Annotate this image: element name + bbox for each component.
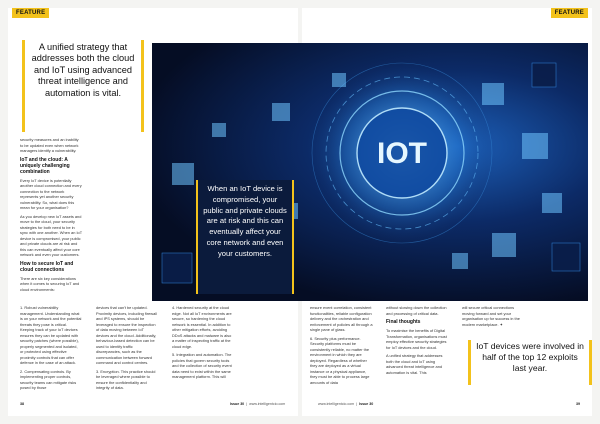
article-column-6: [386, 305, 450, 378]
footer-right: [576, 402, 580, 406]
page-number-right: 39: [576, 402, 580, 406]
article-column-1: [20, 137, 82, 295]
paragraph: 1. Robust vulnerability management. Understanding what is on your network and the potential threats they pose is critical. Keeping track of your IoT devices ensures they can be updated with security patches (where possible), properly segmented and isolated, or protected using effective proximity controls that can offer defence in the case of an attack.: [20, 305, 82, 365]
paragraph: will secure critical connections moving forward and set your organisation up for success in the modern marketplace. ✦: [462, 305, 520, 327]
pullquote-bottom: IoT devices were involved in half of the top 12 exploits last year.: [468, 340, 592, 385]
pullquote-dark: When an IoT device is compromised, your public and private clouds are at risk and this can eventually affect your core network and even your customers.: [196, 180, 294, 294]
paragraph: without slowing down the collection and processing of critical data.: [386, 305, 447, 316]
issue-label-left: Issue 30: [230, 402, 245, 406]
article-column-2: [20, 305, 82, 394]
paragraph: 3. Encryption. This practice should be leveraged where possible to ensure the confidentiality and integrity of data.: [96, 368, 156, 390]
pullquote-top: A unified strategy that addresses both the cloud and IoT using advanced threat intelligence and automation is vital.: [22, 40, 144, 132]
site-link-right[interactable]: www.intelligentcio.com: [318, 402, 355, 406]
paragraph: 2. Compensating controls. By implementing proper controls, security teams can mitigate risks posed by those: [20, 368, 77, 390]
paragraph: A unified strategy that addresses both the cloud and IoT using advanced threat intelligence and automation is vital. This: [386, 353, 443, 375]
paragraph: As you develop new IoT assets and move to the cloud, your security strategies for both need to be in sync with one another. When an IoT device is compromised, your public and private clouds are at risk and this can eventually affect your core network and even your customers.: [20, 213, 82, 257]
iot-label: IOT: [377, 137, 427, 170]
subheading: How to secure IoT and cloud connections: [20, 260, 74, 273]
feature-tag-left: FEATURE: [12, 8, 49, 18]
issue-label-right: Issue 30: [359, 402, 374, 406]
paragraph: 4. Hardened security at the cloud edge. Not all IoT environments are secure, so hardening the cloud network is essential. In addition to other mitigation efforts, avoiding DDoS attacks and malware is also a matter of inspecting traffic at the cloud edge.: [172, 305, 232, 349]
page-number-left: 38: [20, 402, 24, 406]
paragraph: 6. Security plus performance. Security platforms must be consistently reliable, no matter the environment in which they are deployed. Regardless of whether they are deployed as a virtual instance or a physical appliance, they must be able to process large amounts of data: [310, 335, 370, 385]
paragraph: Every IoT device is potentially another cloud connection and every connection to the network represents yet another security vulnerability. So, what does this mean for your organisation?: [20, 177, 82, 210]
footer-left: [20, 402, 24, 406]
paragraph: To maximise the benefits of Digital Transformation, organisations must employ effective security strategies for IoT devices and the cloud.: [386, 328, 447, 350]
article-column-3: [96, 305, 158, 394]
footer-left-meta: Issue 30 | www.intelligentcio.com: [230, 402, 286, 406]
article-column-7: [462, 305, 526, 330]
paragraph: 5. Integration and automation. The policies that govern security tools and the collection of security event data need to exist within the same management platform. This will: [172, 352, 232, 379]
subheading: Final thoughts: [386, 319, 421, 325]
footer-right-meta: www.intelligentcio.com | Issue 30: [318, 402, 374, 406]
site-link-left[interactable]: www.intelligentcio.com: [249, 402, 286, 406]
article-column-4: [172, 305, 234, 383]
article-column-5: [310, 305, 374, 388]
paragraph: ensure event correlation, consistent functionalities, reliable configuration delivery and the orchestration and enforcement of policies all through a single pane of glass.: [310, 305, 373, 332]
paragraph: security measures and an inability to be updated even when network managers identify a vulnerability.: [20, 137, 79, 153]
subheading: IoT and the cloud: A uniquely challenging combination: [20, 156, 70, 175]
feature-tag-right: FEATURE: [551, 8, 588, 18]
paragraph: devices that can't be updated. Proximity devices, including firewall and IPS systems, should be leveraged to ensure the inspection of data moving between IoT devices and the cloud. Additionally, behaviour-based detection can be used to identify traffic discrepancies, such as the communication between forward command and control centres.: [96, 305, 157, 365]
paragraph: There are six key considerations when it comes to securing IoT and cloud environments:: [20, 275, 80, 292]
